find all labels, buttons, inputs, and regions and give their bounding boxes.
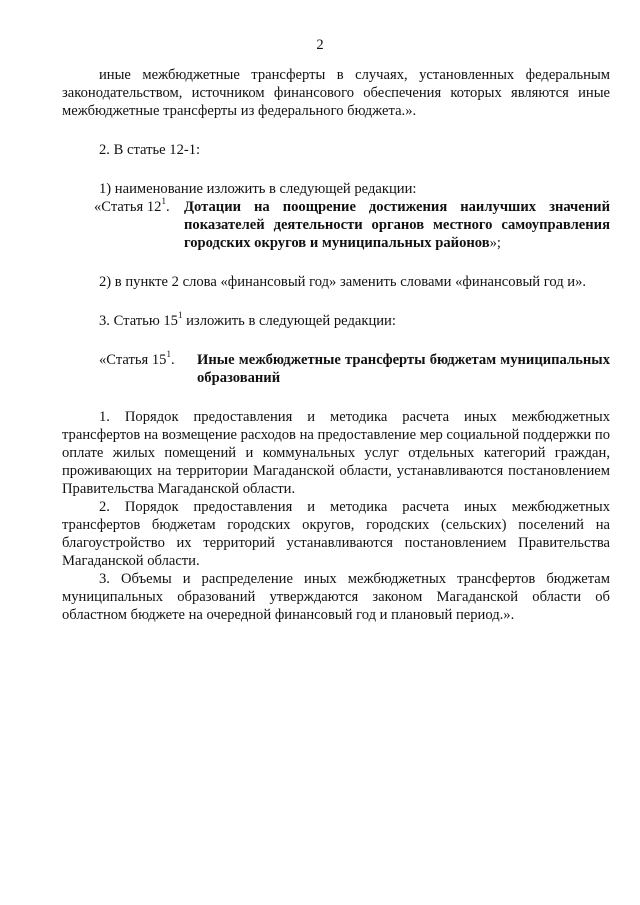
article-15-1-title: Иные межбюджетные трансферты бюджетам муниципальных образований: [197, 352, 610, 386]
continued-paragraph: иные межбюджетные трансферты в случаях, установленных федеральным законодательством, источником финансового обеспечения которых являются иные межбюджетные трансферты из федерального бюджета.».: [62, 67, 610, 119]
page-number: 2: [316, 37, 324, 53]
article-15-1-label: «Статья $15^1$.: [99, 349, 175, 368]
amendment-item-3: 3. Статью $15^1$ изложить в следующей редакции:: [99, 310, 396, 329]
document-body: [62, 66, 610, 624]
amendment-item-2: 2. В статье 12-1:: [99, 142, 201, 158]
article-12-1-label: «Статья $12^1$.: [94, 196, 170, 215]
article-point-3: 3. Объемы и распределение иных межбюджетных трансфертов бюджетам муниципальных образований утверждаются законом Магаданской области об областном бюджете на очередной финансовый год и плановый период.».: [62, 571, 610, 623]
article-point-2: 2. Порядок предоставления и методика расчета иных межбюджетных трансфертов бюджетам городских округов, городских (сельских) поселений на благоустройство их территорий устанавливаются постановлением Правительства Магаданской области.: [62, 499, 610, 569]
article-15-1-heading: [62, 351, 610, 387]
article-point-1: 1. Порядок предоставления и методика расчета иных межбюджетных трансфертов на возмещение расходов на предоставление мер социальной поддержки по оплате жилых помещений и коммунальных услуг отдельных категорий граждан, проживающих на территории Магаданской области, устанавливаются постановлением Правительства Магаданской области.: [62, 409, 610, 497]
subitem-1: 1) наименование изложить в следующей редакции:: [99, 181, 417, 197]
subitem-2: 2) в пункте 2 слова «финансовый год» заменить словами «финансовый год и».: [99, 274, 587, 290]
article-12-1-heading: [62, 198, 610, 252]
article-12-1-title: Дотации на поощрение достижения наилучших значений показателей деятельности органов местного самоуправления городских округов и муниципальных районов»;: [184, 199, 610, 251]
